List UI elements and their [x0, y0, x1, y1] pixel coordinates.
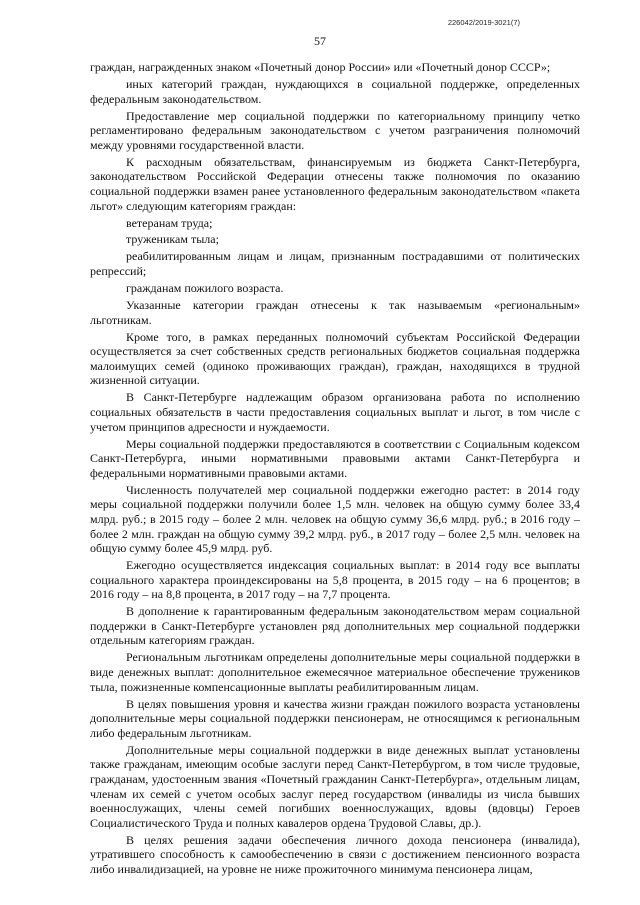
- paragraph: В целях повышения уровня и качества жизни граждан пожилого возраста установлены дополнительные меры социальной поддержки пенсионерам, не относящимся к региональным либо федеральным льготникам.: [90, 696, 580, 740]
- paragraph: В дополнение к гарантированным федеральным законодательством мерам социальной поддержки в Санкт-Петербурге установлен ряд дополнительных мер социальной поддержки отдельным категориям граждан.: [90, 604, 580, 648]
- paragraph: К расходным обязательствам, финансируемым из бюджета Санкт-Петербурга, законодательством Российской Федерации отнесены также полномочия по оказанию социальной поддержки взамен ранее установленного федеральным законодательством «пакета льгот» следующим категориям граждан:: [90, 154, 580, 213]
- paragraph: труженикам тыла;: [126, 232, 219, 247]
- paragraph: В Санкт-Петербурге надлежащим образом организована работа по исполнению социальных обязательств в части предоставления социальных выплат и льгот, в том числе с учетом принципов адресности и нуждаемости.: [90, 390, 580, 434]
- paragraph: ветеранам труда;: [126, 215, 213, 230]
- paragraph: Ежегодно осуществляется индексация социальных выплат: в 2014 году все выплаты социального характера проиндексированы на 5,8 процента, в 2015 году – на 6 процентов; в 2016 году – на 8,8 процента, в 2017 году – на 7,7 процента.: [90, 558, 580, 602]
- document-body: [90, 60, 580, 879]
- paragraph: В целях решения задачи обеспечения личного дохода пенсионера (инвалида), утратившего способность к самообеспечению в связи с достижением пенсионного возраста либо инвалидизацией, на уровне не ниже прожиточного минимума пенсионера лицам,: [90, 832, 580, 876]
- paragraph: Предоставление мер социальной поддержки по категориальному принципу четко регламентировано федеральным законодательством с учетом разграничения полномочий между уровнями государственной власти.: [90, 108, 580, 152]
- paragraph: реабилитированным лицам и лицам, признанным пострадавшими от политических репрессий;: [90, 249, 580, 279]
- paragraph: Численность получателей мер социальной поддержки ежегодно растет: в 2014 году меры социальной поддержки получили более 1,5 млн. человек на общую сумму более 33,4 млрд. руб.; в 2015 году – более 2 млн. человек на общую сумму 36,6 млрд. руб.; в 2016 году – более 2 млн. граждан на общую сумму 39,2 млрд. руб., в 2017 году – более 2,5 млн. человек на общую сумму более 45,9 млрд. руб.: [90, 482, 580, 556]
- paragraph: Дополнительные меры социальной поддержки в виде денежных выплат установлены также гражданам, имеющим особые заслуги перед Санкт-Петербургом, в том числе трудовые, гражданам, удостоенным звания «Почетный гражданин Санкт-Петербурга», отдельным лицам, членам их семей с учетом особых заслуг перед государством (инвалиды из числа бывших военнослужащих, члены семей погибших военнослужащих, вдовы (вдовцы) Героев Социалистического Труда и полных кавалеров ордена Трудовой Славы, др.).: [90, 742, 580, 830]
- paragraph: Меры социальной поддержки предоставляются в соответствии с Социальным кодексом Санкт-Петербурга, иными нормативными правовыми актами Санкт-Петербурга и федеральными нормативными правовыми актами.: [90, 436, 580, 480]
- paragraph: граждан, награжденных знаком «Почетный донор России» или «Почетный донор СССР»;: [90, 60, 551, 74]
- paragraph: гражданам пожилого возраста.: [126, 281, 284, 296]
- paragraph: иных категорий граждан, нуждающихся в социальной поддержке, определенных федеральным законодательством.: [90, 76, 580, 106]
- document-id: 226042/2019-3021(7): [447, 18, 520, 27]
- paragraph: Региональным льготникам определены дополнительные меры социальной поддержки в виде денежных выплат: дополнительное ежемесячное материальное обеспечение тружеников тыла, пожизненные компенсационные выплаты реабилитированным лицам.: [90, 650, 580, 694]
- page-number: 57: [314, 34, 326, 48]
- paragraph: Указанные категории граждан отнесены к так называемым «региональным» льготникам.: [90, 298, 580, 327]
- paragraph: Кроме того, в рамках переданных полномочий субъектам Российской Федерации осуществляется за счет собственных средств региональных бюджетов социальная поддержка малоимущих семей (одиноко проживающих граждан), граждан, находящихся в трудной жизненной ситуации.: [90, 329, 580, 388]
